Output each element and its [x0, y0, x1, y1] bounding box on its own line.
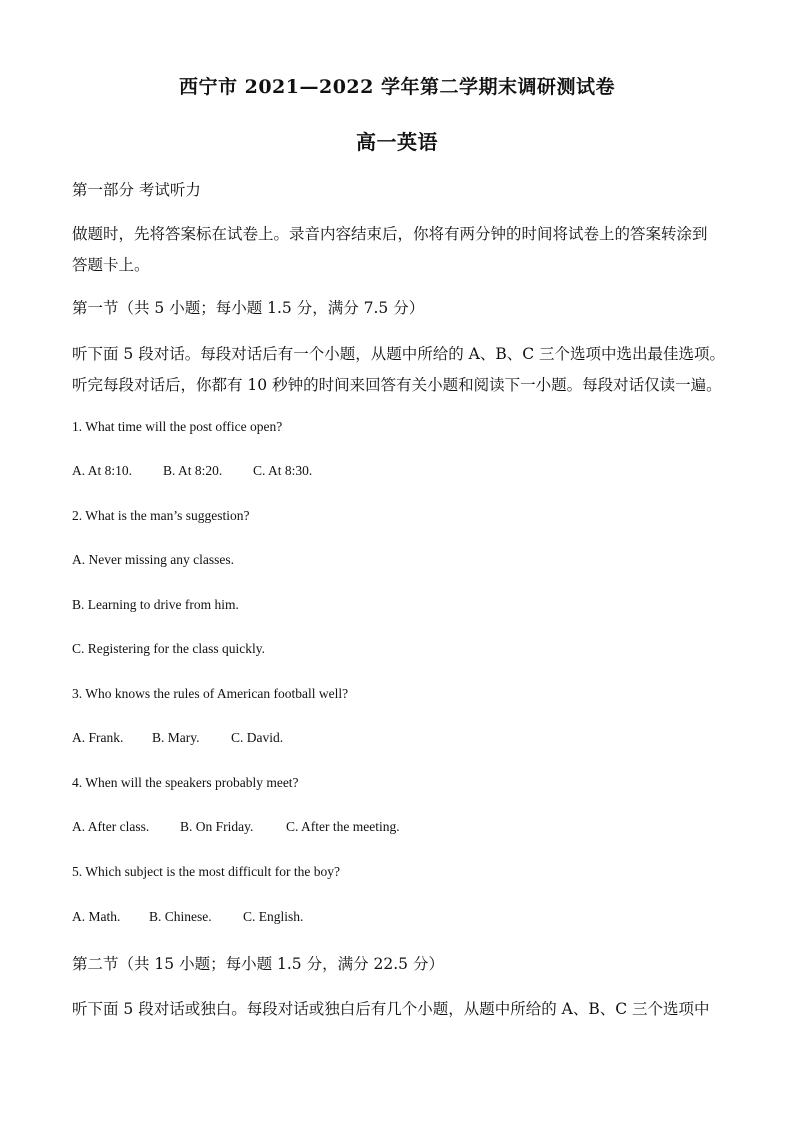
option-c: C. David.: [231, 730, 284, 745]
question-2: 2. What is the man’s suggestion?: [72, 508, 250, 523]
part1-instruction-line2: 答题卡上。: [72, 256, 150, 274]
option-b: B. On Friday.: [180, 819, 254, 834]
question-1-options: [72, 463, 312, 479]
option-a: A. Math.: [72, 909, 121, 924]
question-4: 4. When will the speakers probably meet?: [72, 775, 299, 790]
question-5-options: [72, 909, 303, 925]
option-c: C. At 8:30.: [253, 463, 313, 478]
section1-instruction-line1: 听下面 5 段对话。每段对话后有一个小题，从题中所给的 A、B、C 三个选项中选出最佳选项。: [72, 345, 726, 363]
option-c: C. English.: [243, 909, 304, 924]
option-a: A. After class.: [72, 819, 150, 834]
question-5: 5. Which subject is the most difficult for the boy?: [72, 864, 340, 879]
section1-instruction-line2: 听完每段对话后，你都有 10 秒钟的时间来回答有关小题和阅读下一小题。每段对话仅读一遍。: [72, 376, 722, 394]
option-b: B. Chinese.: [149, 909, 212, 924]
question-2-option-c: C. Registering for the class quickly.: [72, 641, 265, 656]
section1-heading: 第一节（共 5 小题；每小题 1.5 分，满分 7.5 分）: [72, 299, 425, 317]
option-b: B. Mary.: [152, 730, 200, 745]
part1-heading: 第一部分 考试听力: [72, 181, 201, 199]
question-3-options: [72, 730, 283, 746]
option-a: A. At 8:10.: [72, 463, 133, 478]
section2-instruction-line1: 听下面 5 段对话或独白。每段对话或独白后有几个小题，从题中所给的 A、B、C 三个选项中: [72, 1000, 710, 1018]
exam-title: 西宁市 2021—2022 学年第二学期末调研测试卷: [179, 76, 615, 98]
question-1: 1. What time will the post office open?: [72, 419, 283, 434]
question-4-options: [72, 819, 400, 835]
option-a: A. Frank.: [72, 730, 124, 745]
question-2-option-b: B. Learning to drive from him.: [72, 597, 239, 612]
section2-heading: 第二节（共 15 小题；每小题 1.5 分，满分 22.5 分）: [72, 955, 444, 973]
part1-instruction-line1: 做题时，先将答案标在试卷上。录音内容结束后，你将有两分钟的时间将试卷上的答案转涂到: [72, 225, 708, 243]
exam-subject: 高一英语: [356, 130, 438, 154]
question-3: 3. Who knows the rules of American football well?: [72, 686, 349, 701]
option-b: B. At 8:20.: [163, 463, 223, 478]
option-c: C. After the meeting.: [286, 819, 400, 834]
question-2-option-a: A. Never missing any classes.: [72, 552, 234, 567]
